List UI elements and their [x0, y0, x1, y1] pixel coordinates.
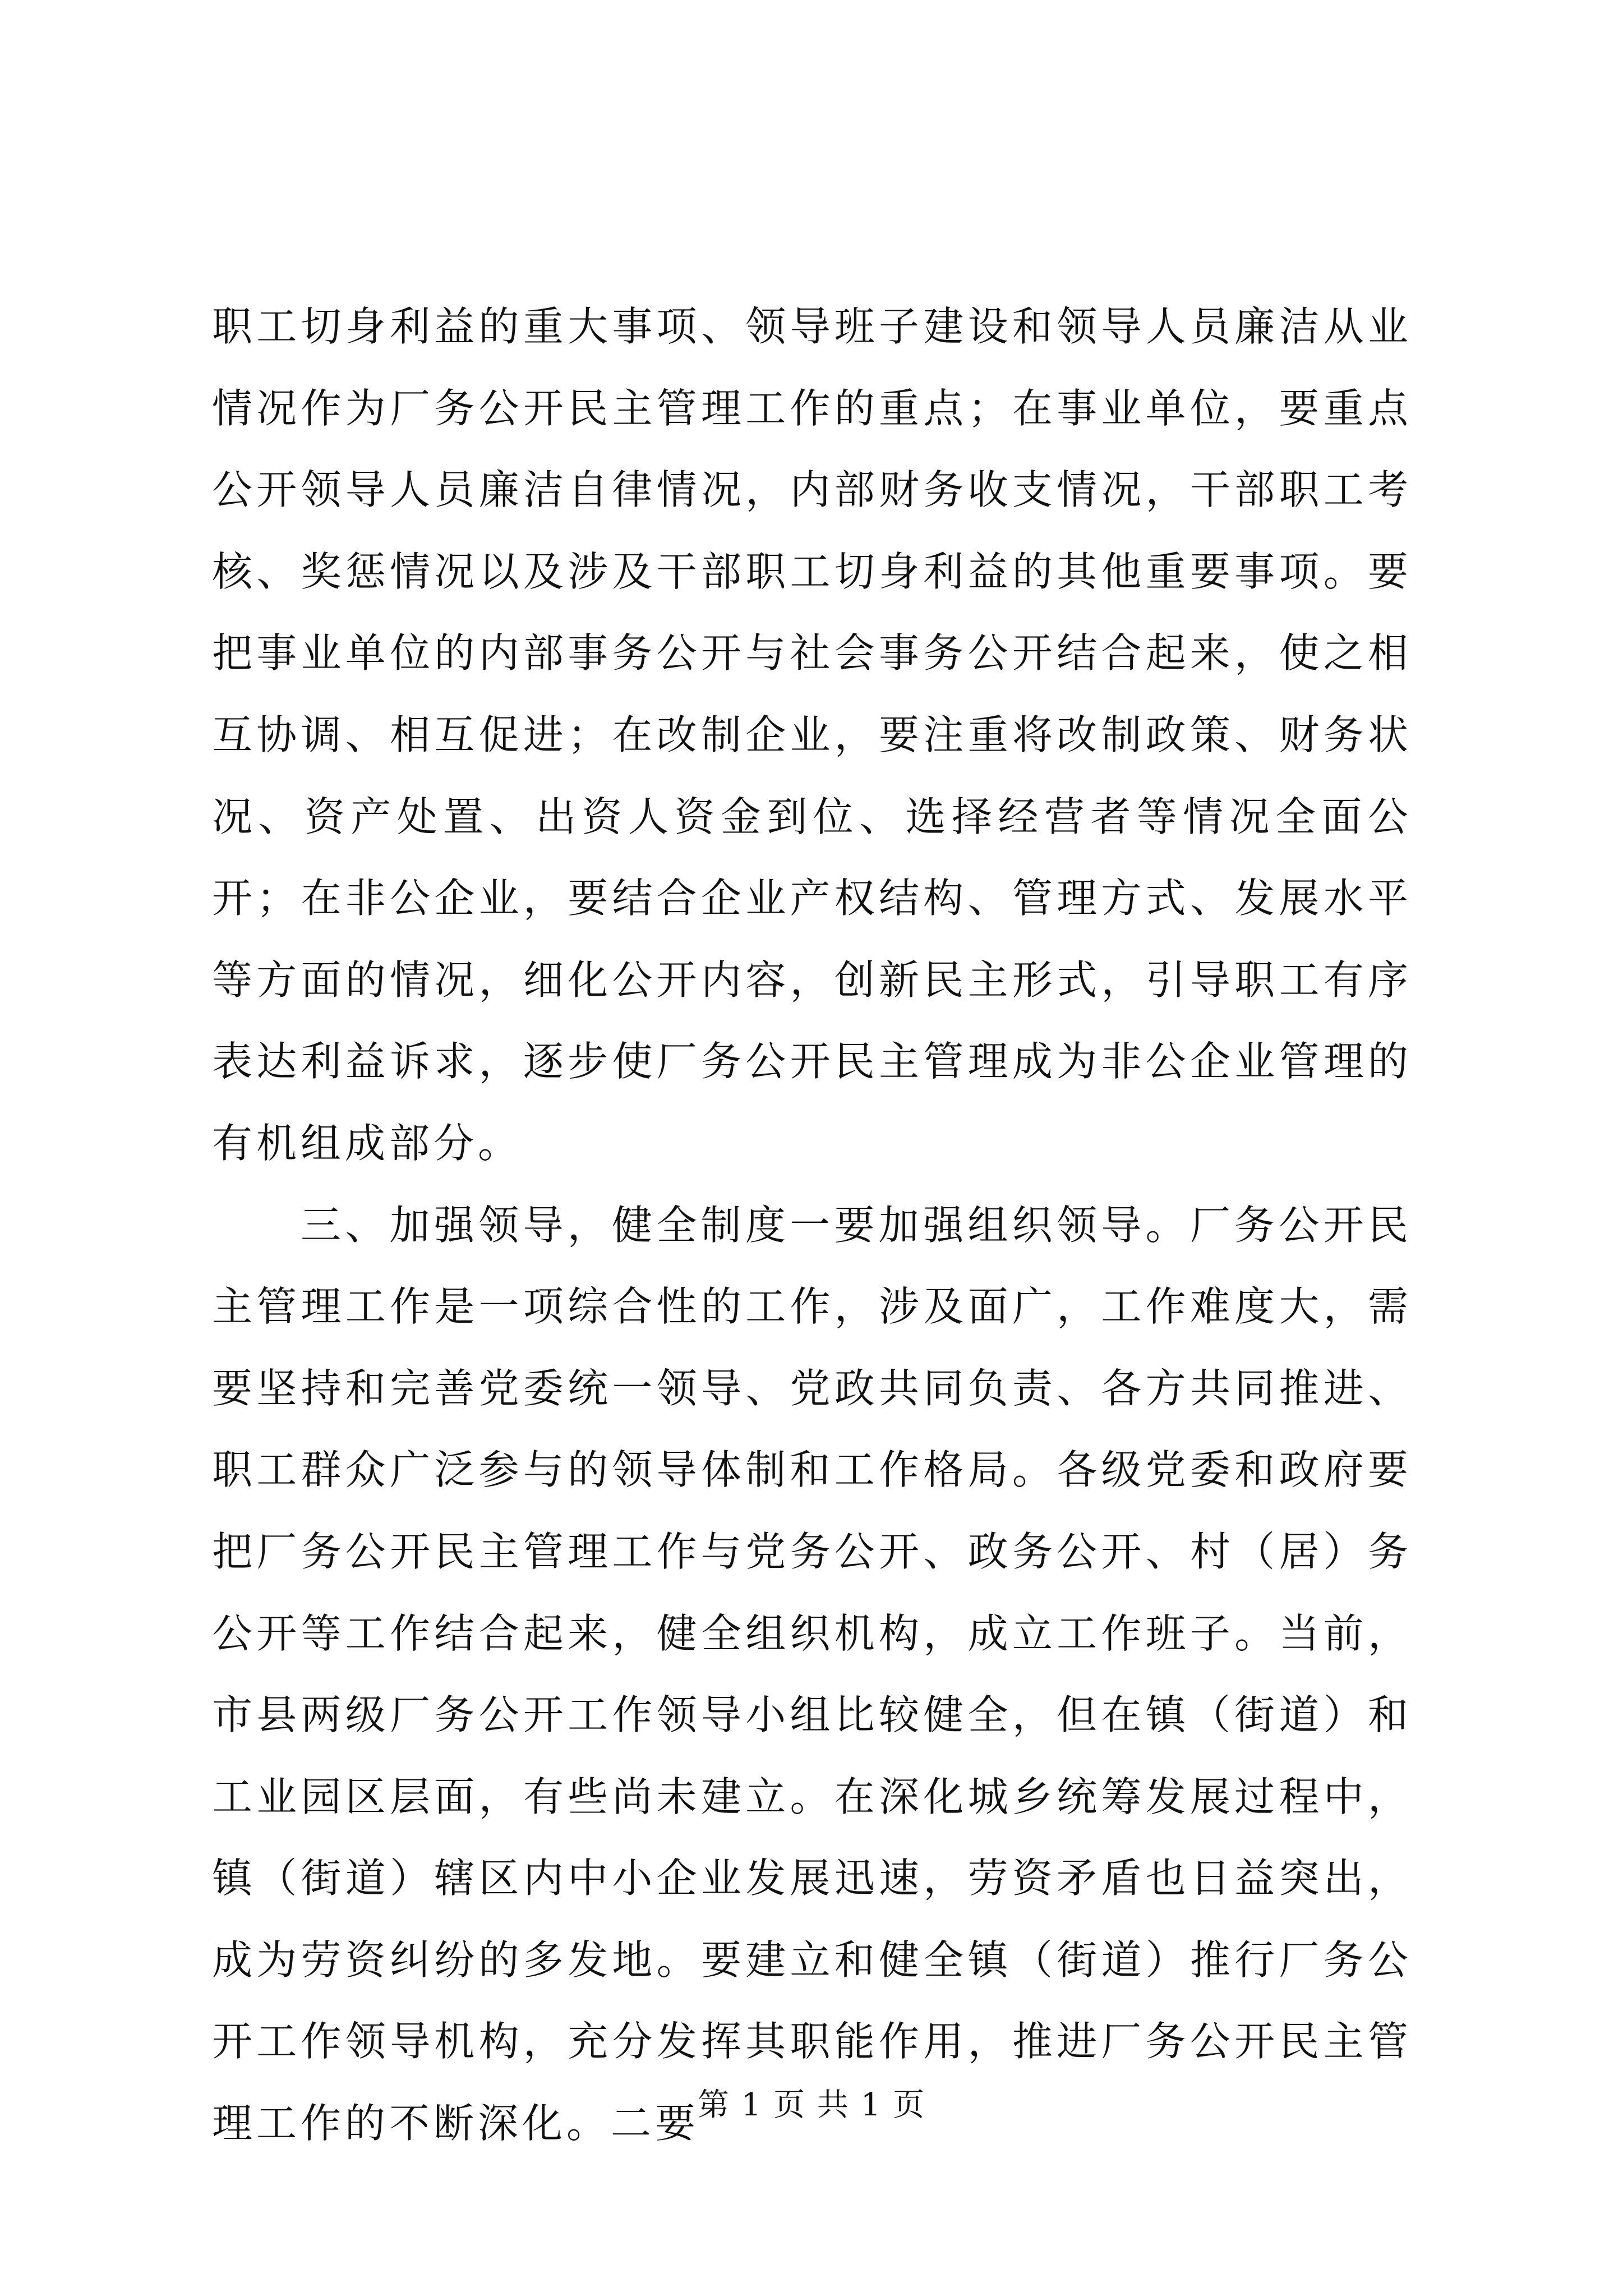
page-footer: 第 1 页 共 1 页	[697, 2087, 926, 2123]
document-body	[212, 286, 1412, 2165]
paragraph-section-three: 三、加强领导，健全制度一要加强组织领导。厂务公开民主管理工作是一项综合性的工作，涉及面广，工作难度大，需要坚持和完善党委统一领导、党政共同负责、各方共同推进、职工群众广泛参与的领导体制和工作格局。各级党委和政府要把厂务公开民主管理工作与党务公开、政务公开、村（居）务公开等工作结合起来，健全组织机构，成立工作班子。当前，市县两级厂务公开工作领导小组比较健全，但在镇（街道）和工业园区层面，有些尚未建立。在深化城乡统筹发展过程中，镇（街道）辖区内中小企业发展迅速，劳资矛盾也日益突出，成为劳资纠纷的多发地。要建立和健全镇（街道）推行厂务公开工作领导机构，充分发挥其职能作用，推进厂务公开民主管理工作的不断深化。二要	[212, 1201, 1412, 2147]
paragraph-continuation: 职工切身利益的重大事项、领导班子建设和领导人员廉洁从业情况作为厂务公开民主管理工作的重点；在事业单位，要重点公开领导人员廉洁自律情况，内部财务收支情况，干部职工考核、奖惩情况以及涉及干部职工切身利益的其他重要事项。要把事业单位的内部事务公开与社会事务公开结合起来，使之相互协调、相互促进；在改制企业，要注重将改制政策、财务状况、资产处置、出资人资金到位、选择经营者等情况全面公开；在非公企业，要结合企业产权结构、管理方式、发展水平等方面的情况，细化公开内容，创新民主形式，引导职工有序表达利益诉求，逐步使厂务公开民主管理成为非公企业管理的有机组成部分。	[212, 303, 1412, 1167]
